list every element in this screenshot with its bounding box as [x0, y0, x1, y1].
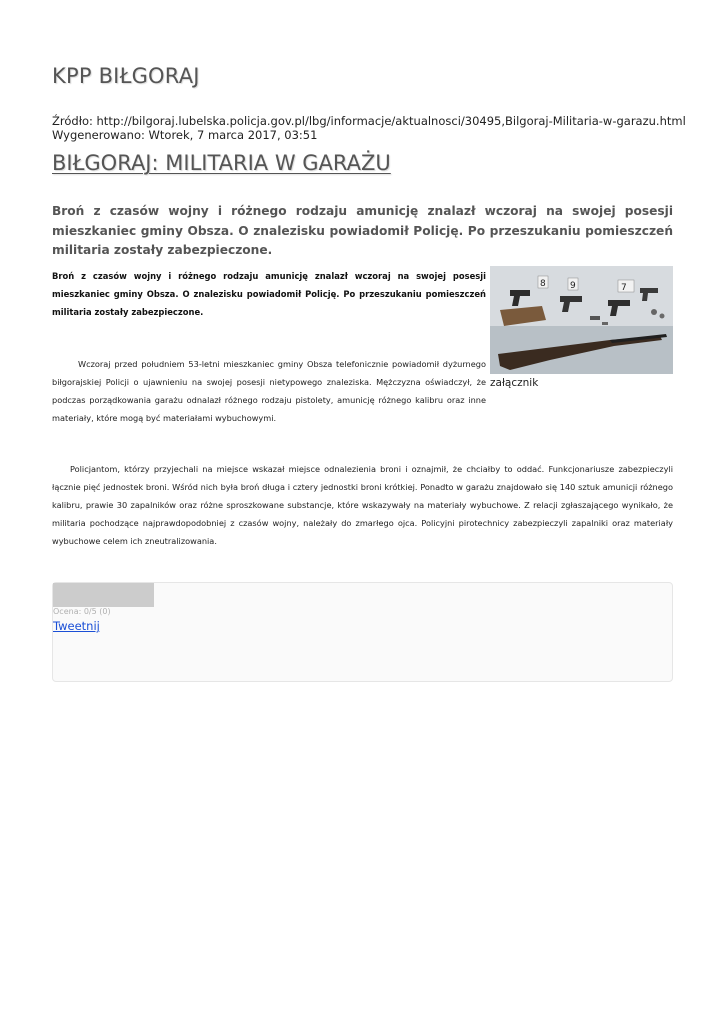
marker-9: 9: [570, 281, 576, 291]
article-paragraph-2: Policjantom, którzy przyjechali na miejsce wskazał miejsce odnalezienia broni i oznajmił, że chciałby to oddać. Funkcjonariusze zabezpieczyli łącznie pięć jednostek broni. Wśród nich była broń długa i cztery jednostki broni krótkiej. Ponadto w garażu znajdowało się 140 sztuk amunicji różnego kalibru, prawie 30 zapalników oraz różne sproszkowane substancje, które wskazywały na materiały wybuchowe. Z relacji zgłaszającego wynikało, że militaria pochodzące najprawdopodobniej z czasów wojny, należały do zmarłego ojca. Policyjni pirotechnicy zabezpieczyli zapalniki oraz materiały wybuchowe celem ich zneutralizowania.: [52, 464, 673, 546]
site-title: KPP BIŁGORAJ: [52, 64, 200, 88]
image-caption: załącznik: [490, 377, 539, 389]
meta-info: [52, 114, 686, 142]
article-paragraph-1: Wczoraj przed południem 53-letni mieszkaniec gminy Obsza telefonicznie powiadomił dyżurnego biłgorajskiej Policji o ujawnieniu na swojej posesji nietypowego znaleziska. Mężczyzna oświadczył, że podczas porządkowania garażu odnalazł różnego rodzaju pistolety, amunicję różnego kalibru oraz inne materiały, które mogą być materiałami wybuchowymi.: [52, 359, 486, 423]
source-line: Źródło: http://bilgoraj.lubelska.policja.gov.pl/lbg/informacje/aktualnosci/30495,Bilgoraj-Militaria-w-garazu.html: [52, 114, 686, 128]
weapons-photo[interactable]: [490, 266, 673, 374]
rating-bar[interactable]: [53, 583, 154, 607]
marker-8: 8: [540, 279, 546, 289]
generated-line: Wygenerowano: Wtorek, 7 marca 2017, 03:51: [52, 128, 318, 142]
article-title: BIŁGORAJ: MILITARIA W GARAŻU: [52, 151, 391, 175]
rating-box: [52, 582, 673, 682]
tweet-link[interactable]: Tweetnij: [53, 619, 100, 633]
marker-7: 7: [621, 283, 627, 293]
attachment-figure: [490, 266, 673, 389]
article-lead-repeat: Broń z czasów wojny i różnego rodzaju amunicję znalazł wczoraj na swojej posesji mieszkaniec gminy Obsza. O znalezisku powiadomił Policję. Po przeszukaniu pomieszczeń militaria zostały zabezpieczone.: [52, 271, 486, 317]
rating-text: Ocena: 0/5 (0): [53, 607, 111, 616]
article-lead: Broń z czasów wojny i różnego rodzaju amunicję znalazł wczoraj na swojej posesji mieszkaniec gminy Obsza. O znalezisku powiadomił Policję. Po przeszukaniu pomieszczeń militaria zostały zabezpieczone.: [52, 204, 673, 257]
article-body-top: [52, 267, 486, 427]
